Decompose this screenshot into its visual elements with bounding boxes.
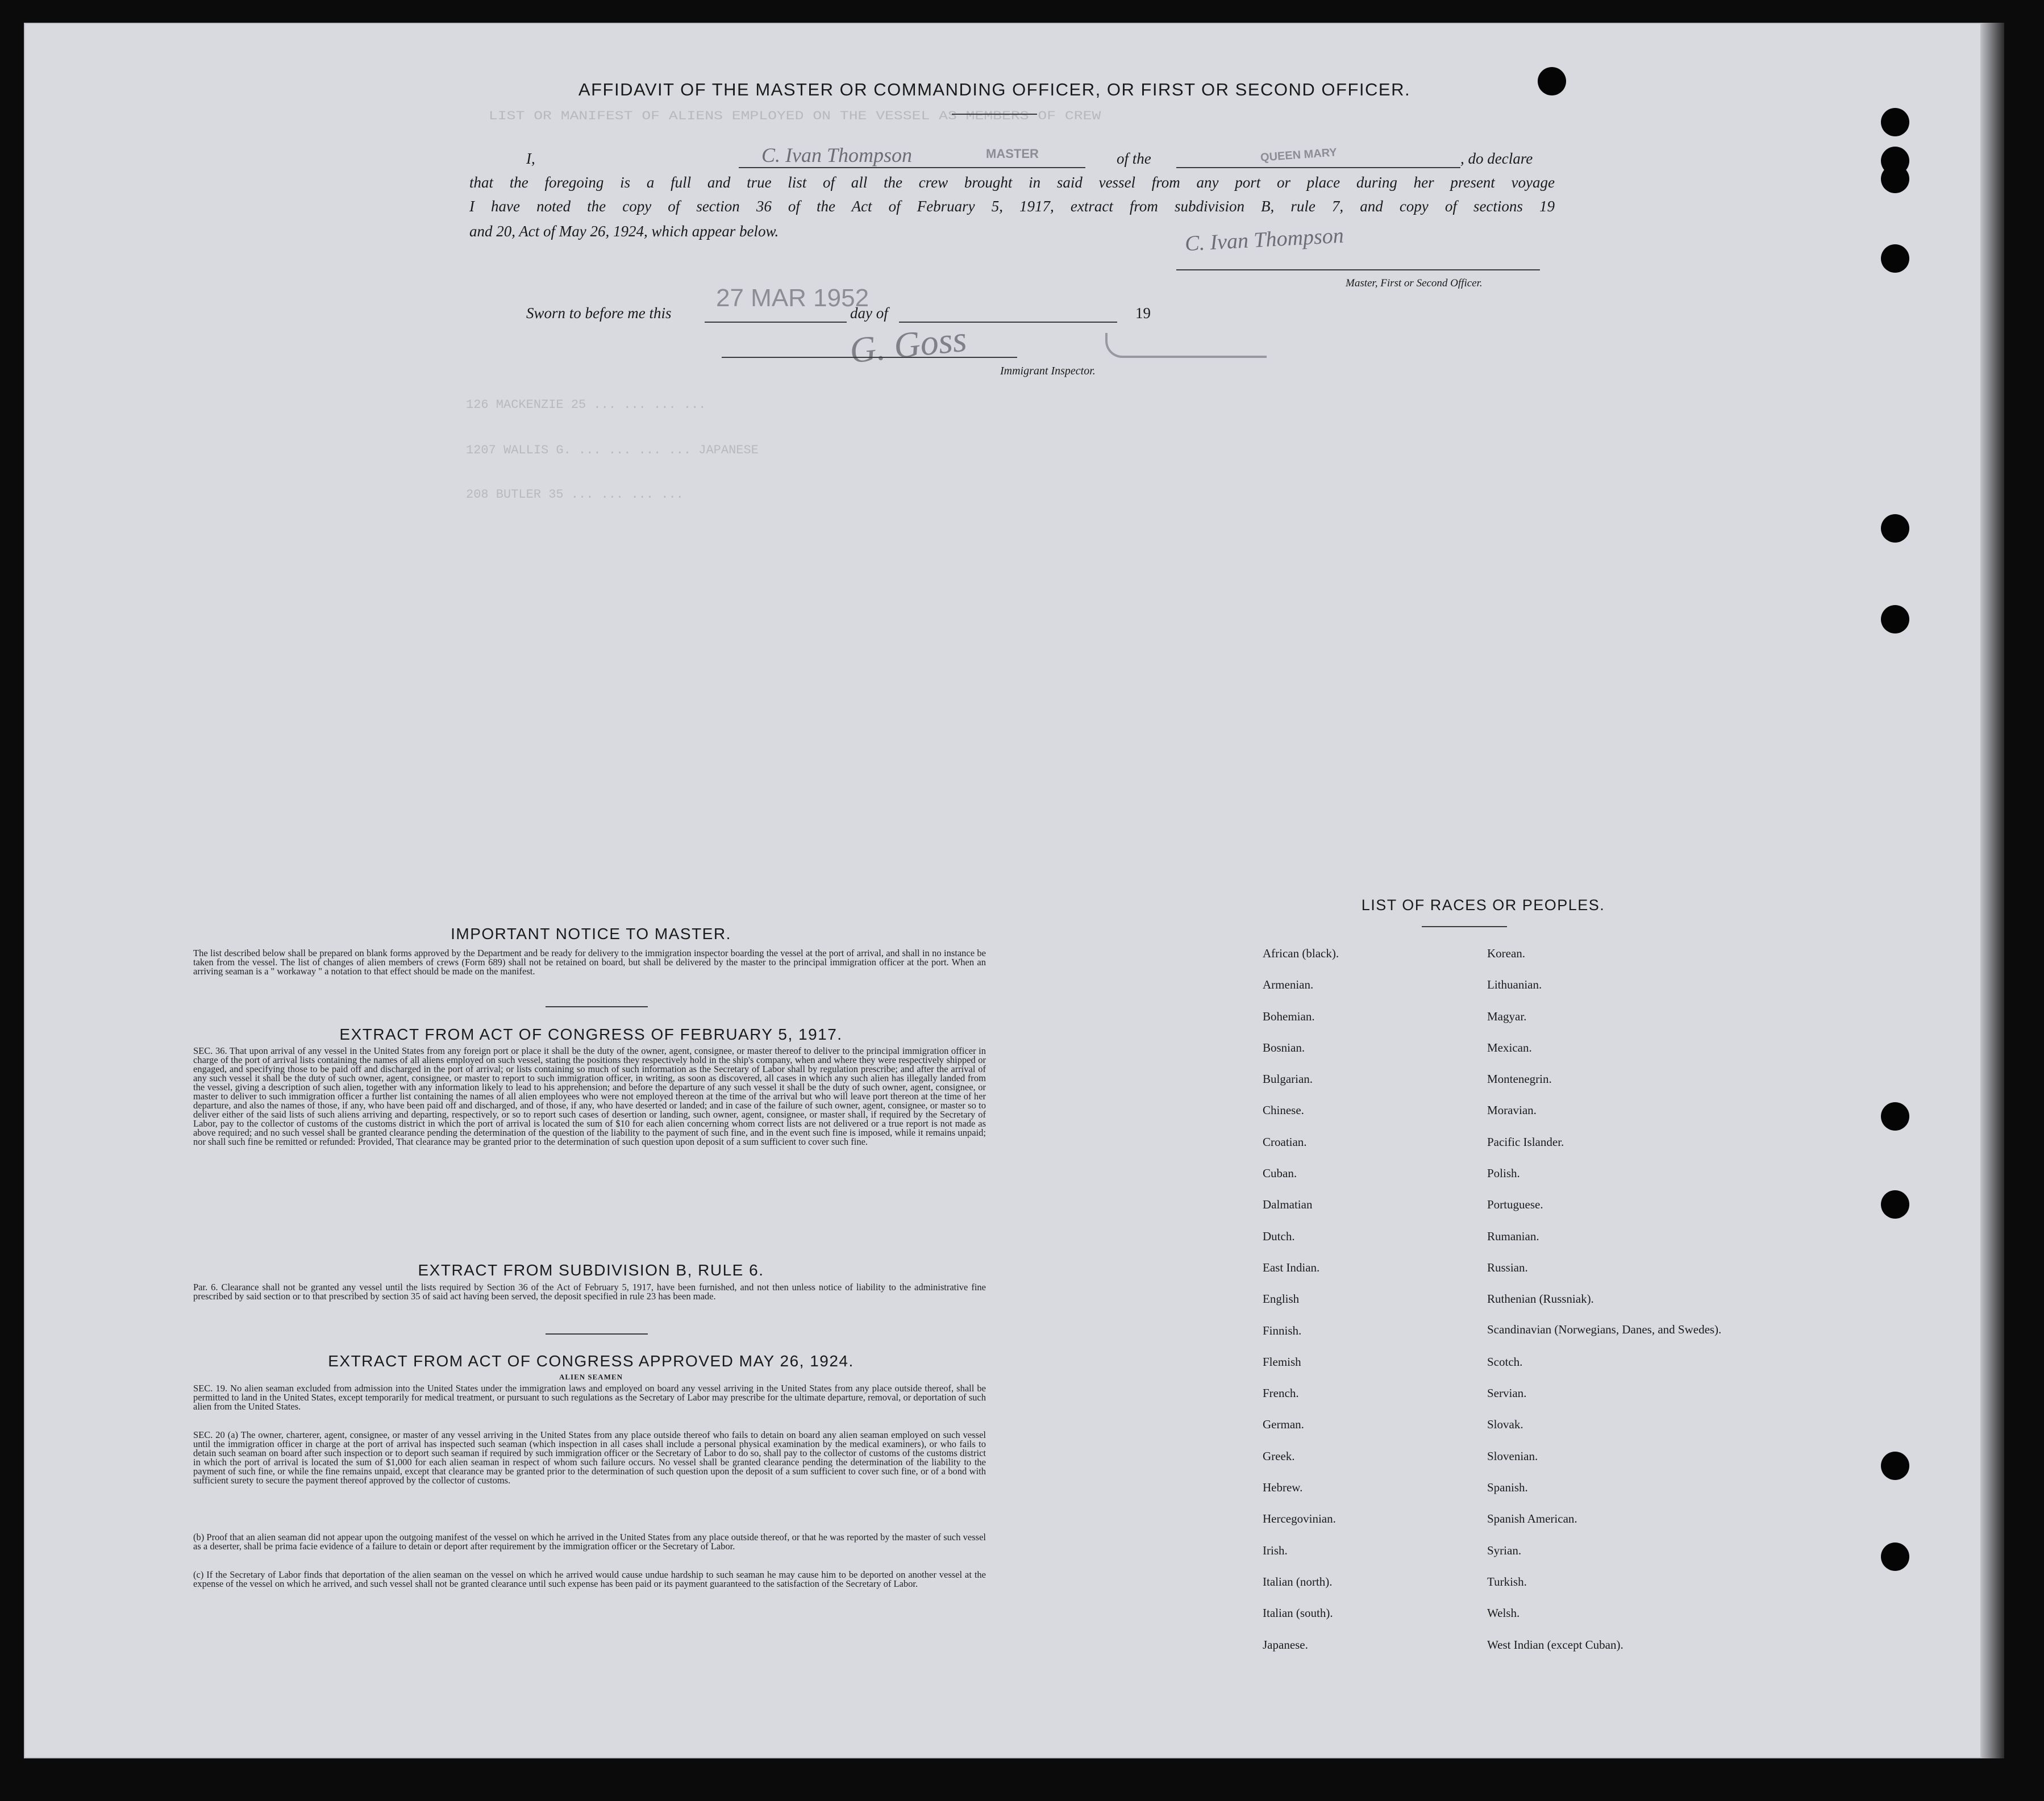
race-row	[1263, 1261, 1726, 1292]
affidavit-line-2: that the foregoing is a full and true list of all the crew brought in said vessel from any port or place during her present voyage	[469, 174, 1555, 191]
extract1-body: SEC. 36. That upon arrival of any vessel in the United States from any foreign port or place it shall be the duty of the owner, agent, consignee, or master thereof to deliver to the principal immigration officer in charge of the port of arrival lists containing the names of all aliens employed on such vessel, stating the positions they respectively hold in the ship's company, when and where they were respectively shipped or engaged, and specifying those to be paid off and discharged in the port of arrival; or lists containing so much of such information as the Secretary of Labor shall by regulation prescribe; and after the arrival of any such vessel it shall be the duty of such owner, agent, consignee, or master to report to such immigration officer, in writing, as soon as discovered, all cases in which any such alien has illegally landed from the vessel, giving a description of such alien, together with any information likely to lead to his apprehension; and before the departure of any such vessel it shall be the duty of such owner, agent, consignee, or master to deliver to such immigration officer a further list containing the names of all alien employees who were not employed thereon at the time of the arrival but who will leave port thereon at the time of her departure, and also the names of those, if any, who have been paid off and discharged, and of those, if any, who have deserted or landed; and in case of the failure of such owner, agent, consignee, or master so to deliver either of the said lists of such aliens arriving and departing, respectively, or so to report such cases of desertion or landing, such owner, agent, consignee, or master shall, if required by the Secretary of Labor, pay to the collector of customs of the customs district in which the port of arrival is located the sum of $10 for each alien concerning whom correct lists are not delivered or a true report is not made as above required; and no such vessel shall be granted clearance pending the determination of the question of the liability to the payment of such fine, and in the event such fine is imposed, while it remains unpaid; nor shall such fine be remitted or refunded: Provided, That clearance may be granted prior to the determination of such question upon deposit of a sum sufficient to cover such fine.	[193, 1045, 986, 1147]
binder-hole	[1881, 1102, 1909, 1131]
name-rule	[739, 167, 1085, 168]
extract2-rule	[546, 1333, 648, 1335]
signer-caption: Master, First or Second Officer.	[1346, 277, 1483, 289]
extract1-title: EXTRACT FROM ACT OF CONGRESS OF FEBRUARY 5, 1917.	[339, 1025, 843, 1043]
bleedthrough-heading: LIST OR MANIFEST OF ALIENS EMPLOYED ON THE VESSEL AS MEMBERS OF CREW	[489, 109, 1101, 123]
binder-hole	[1881, 514, 1909, 543]
race-right: Syrian.	[1487, 1543, 1522, 1557]
day-rule	[705, 322, 847, 323]
race-right: Montenegrin.	[1487, 1072, 1552, 1086]
race-right: Portuguese.	[1487, 1198, 1543, 1212]
extract2-title: EXTRACT FROM SUBDIVISION B, RULE 6.	[418, 1261, 764, 1279]
race-left: Japanese.	[1263, 1637, 1308, 1652]
affidavit-line-3: I have noted the copy of section 36 of the Act of February 5, 1917, extract from subdivision B, rule 7, and copy of sections 19	[469, 198, 1555, 215]
race-left: Hercegovinian.	[1263, 1512, 1336, 1526]
race-right: Polish.	[1487, 1166, 1520, 1181]
extract3-title: EXTRACT FROM ACT OF CONGRESS APPROVED MAY 26, 1924.	[328, 1352, 854, 1370]
binder-hole	[1881, 108, 1909, 136]
bleedthrough-row: 126 MACKENZIE 25 ... ... ... ...	[466, 398, 706, 412]
race-row	[1263, 1229, 1726, 1261]
notice-title: IMPORTANT NOTICE TO MASTER.	[451, 925, 731, 943]
race-left: Bosnian.	[1263, 1040, 1305, 1054]
race-left: French.	[1263, 1386, 1299, 1400]
affidavit-do-declare: , do declare	[1460, 150, 1533, 167]
race-row	[1263, 1324, 1726, 1355]
race-left: Hebrew.	[1263, 1481, 1303, 1495]
race-right: Ruthenian (Russniak).	[1487, 1292, 1594, 1306]
race-row	[1263, 1010, 1726, 1041]
page-edge-shadow	[1981, 23, 2004, 1758]
race-row	[1263, 1575, 1726, 1606]
extract3-sec20a: SEC. 20 (a) The owner, charterer, agent, consignee, or master of any vessel arriving in the United States from any place outside thereof who fails to detain on board any alien seaman employed on such vessel until the immigration officer in charge at the port of arrival has inspected such seaman (which inspection in all cases shall include a personal physical examination by the medical examiners), or who fails to detain such seaman on board after such inspection or to deport such seaman if required by such immigration officer or the Secretary of Labor to do so, shall pay to the collector of customs of the customs district in which the port of arrival is located the sum of $1,000 for each alien seaman in respect of whom such failure occurs. No vessel shall be granted clearance pending the determination of the liability to the payment of such fine, or while the fine remains unpaid, except that clearance may be granted prior to the determination of such question upon the deposit of a sum sufficient to cover such fine, or of a bond with sufficient surety to secure the payment thereof approved by the collector of customs.	[193, 1429, 986, 1486]
race-right: West Indian (except Cuban).	[1487, 1637, 1623, 1652]
race-right: Magyar.	[1487, 1009, 1527, 1023]
race-left: East Indian.	[1263, 1260, 1320, 1274]
race-left: Dutch.	[1263, 1229, 1295, 1243]
race-left: English	[1263, 1292, 1300, 1306]
inspector-signature: G. Goss	[847, 318, 969, 371]
race-left: Finnish.	[1263, 1323, 1302, 1337]
race-right: Rumanian.	[1487, 1229, 1539, 1243]
race-left: Bulgarian.	[1263, 1072, 1313, 1086]
race-right: Moravian.	[1487, 1103, 1537, 1118]
notice-rule	[546, 1006, 648, 1007]
extract3-sec20b: (b) Proof that an alien seaman did not appear upon the outgoing manifest of the vessel on which he arrived in the United States from any place outside thereof, or that he was reported by the master of such vessel as a deserter, shall be prima facie evidence of a failure to detain or deport after requirement by the immigration officer or the Secretary of Labor.	[193, 1532, 986, 1552]
race-left: Italian (south).	[1263, 1606, 1333, 1620]
affidavit-i: I,	[526, 150, 535, 167]
race-row	[1263, 1355, 1726, 1386]
vessel-stamp: QUEEN MARY	[1260, 146, 1338, 164]
notice-body: The list described below shall be prepared on blank forms approved by the Department and be ready for delivery to the immigration inspector boarding the vessel at the port of arrival, and shall in no instance be taken from the vessel. The list of changes of alien members of crews (Form 689) shall not be retained on board, but shall be delivered by the master to the principal immigration officer at the port. When an arriving seaman is a " workaway " a notation to that effect should be made on the manifest.	[193, 948, 986, 977]
race-row	[1263, 1072, 1726, 1103]
race-left: Chinese.	[1263, 1103, 1304, 1118]
race-left: Armenian.	[1263, 978, 1314, 992]
inspector-caption: Immigrant Inspector.	[1000, 365, 1096, 377]
binder-hole	[1881, 1452, 1909, 1480]
race-right: Slovak.	[1487, 1418, 1523, 1432]
races-title: LIST OF RACES OR PEOPLES.	[1361, 897, 1605, 914]
race-row	[1263, 1041, 1726, 1072]
race-right: Mexican.	[1487, 1040, 1532, 1054]
race-left: Flemish	[1263, 1354, 1301, 1369]
race-row	[1263, 947, 1726, 978]
extract3-sec20c: (c) If the Secretary of Labor finds that deportation of the alien seaman on the vessel on which he arrived would cause undue hardship to such seaman he may cause him to be deported on another vessel at the expense of the vessel on which he arrived, and such vessel shall not be granted clearance until such expense has been paid or its payment guaranteed to the satisfaction of the Secretary of Labor.	[193, 1569, 986, 1589]
race-right: Servian.	[1487, 1386, 1527, 1400]
sworn-day-of: day of	[850, 305, 888, 322]
race-row	[1263, 1418, 1726, 1449]
race-row	[1263, 1386, 1726, 1418]
race-right: Korean.	[1487, 947, 1526, 960]
vessel-rule	[1176, 167, 1460, 168]
bleedthrough-row: 1207 WALLIS G. ... ... ... ... JAPANESE	[466, 443, 759, 457]
race-right: Spanish American.	[1487, 1512, 1577, 1526]
race-right: Spanish.	[1487, 1481, 1528, 1495]
race-row	[1263, 1292, 1726, 1323]
race-left: German.	[1263, 1418, 1304, 1432]
affidavit-title: AFFIDAVIT OF THE MASTER OR COMMANDING OFFICER, OR FIRST OR SECOND OFFICER.	[578, 80, 1411, 99]
races-table	[1263, 947, 1726, 1669]
binder-hole	[1881, 1542, 1909, 1571]
extract3-sec19: SEC. 19. No alien seaman excluded from admission into the United States under the immigration laws and employed on board any vessel arriving in the United States from any place outside thereof, shall be permitted to land in the United States, except temporarily for medical treatment, or pursuant to such regulations as the Secretary of Labor may prescribe for the ultimate departure, removal, or deportation of such alien from the United States.	[193, 1383, 986, 1412]
race-row	[1263, 1135, 1726, 1166]
inspector-rule	[722, 357, 1017, 358]
race-right: Pacific Islander.	[1487, 1135, 1564, 1149]
extract3-subtitle: ALIEN SEAMEN	[559, 1373, 623, 1381]
race-left: African (black).	[1263, 947, 1339, 960]
race-row	[1263, 1638, 1726, 1669]
race-right: Welsh.	[1487, 1606, 1520, 1620]
race-left: Italian (north).	[1263, 1574, 1333, 1589]
race-left: Irish.	[1263, 1543, 1288, 1557]
race-row	[1263, 978, 1726, 1009]
race-row	[1263, 1103, 1726, 1135]
title-rule	[952, 114, 1037, 115]
signature-flourish	[1105, 333, 1267, 358]
binder-hole	[1881, 244, 1909, 273]
race-row	[1263, 1198, 1726, 1229]
signer-rule	[1176, 269, 1540, 270]
race-right: Turkish.	[1487, 1574, 1527, 1589]
date-stamp: 27 MAR 1952	[716, 284, 869, 312]
races-rule	[1422, 926, 1507, 927]
binder-hole	[1881, 165, 1909, 193]
sworn-year: 19	[1135, 305, 1151, 322]
race-right: Slovenian.	[1487, 1449, 1538, 1463]
sworn-prefix: Sworn to before me this	[526, 305, 672, 322]
rank-stamp: MASTER	[986, 147, 1039, 161]
race-left: Dalmatian	[1263, 1198, 1313, 1212]
race-left: Greek.	[1263, 1449, 1295, 1463]
race-left: Bohemian.	[1263, 1009, 1315, 1023]
race-row	[1263, 1481, 1726, 1512]
binder-hole	[1538, 67, 1566, 95]
race-row	[1263, 1606, 1726, 1637]
race-right: Russian.	[1487, 1260, 1528, 1274]
race-row	[1263, 1449, 1726, 1481]
binder-hole	[1881, 1190, 1909, 1219]
master-signature-2: C. Ivan Thompson	[1184, 223, 1344, 256]
extract2-body: Par. 6. Clearance shall not be granted any vessel until the lists required by Section 36 of the Act of February 5, 1917, have been furnished, and not then unless notice of liability to the administrative fine prescribed by said section or to that prescribed by section 35 of said act having been served, the deposit specified in rule 23 has been made.	[193, 1282, 986, 1302]
race-right: Scotch.	[1487, 1354, 1523, 1369]
affidavit-of-the: of the	[1117, 150, 1151, 167]
race-left: Cuban.	[1263, 1166, 1297, 1181]
race-right: Lithuanian.	[1487, 978, 1542, 992]
race-row	[1263, 1512, 1726, 1543]
binder-hole	[1881, 605, 1909, 633]
race-right: Scandinavian (Norwegians, Danes, and Swedes).	[1487, 1322, 1722, 1336]
race-row	[1263, 1544, 1726, 1575]
master-signature: C. Ivan Thompson	[761, 144, 913, 166]
bleedthrough-row: 208 BUTLER 35 ... ... ... ...	[466, 487, 684, 502]
race-left: Croatian.	[1263, 1135, 1307, 1149]
affidavit-line-4: and 20, Act of May 26, 1924, which appear below.	[469, 223, 779, 240]
race-row	[1263, 1166, 1726, 1198]
